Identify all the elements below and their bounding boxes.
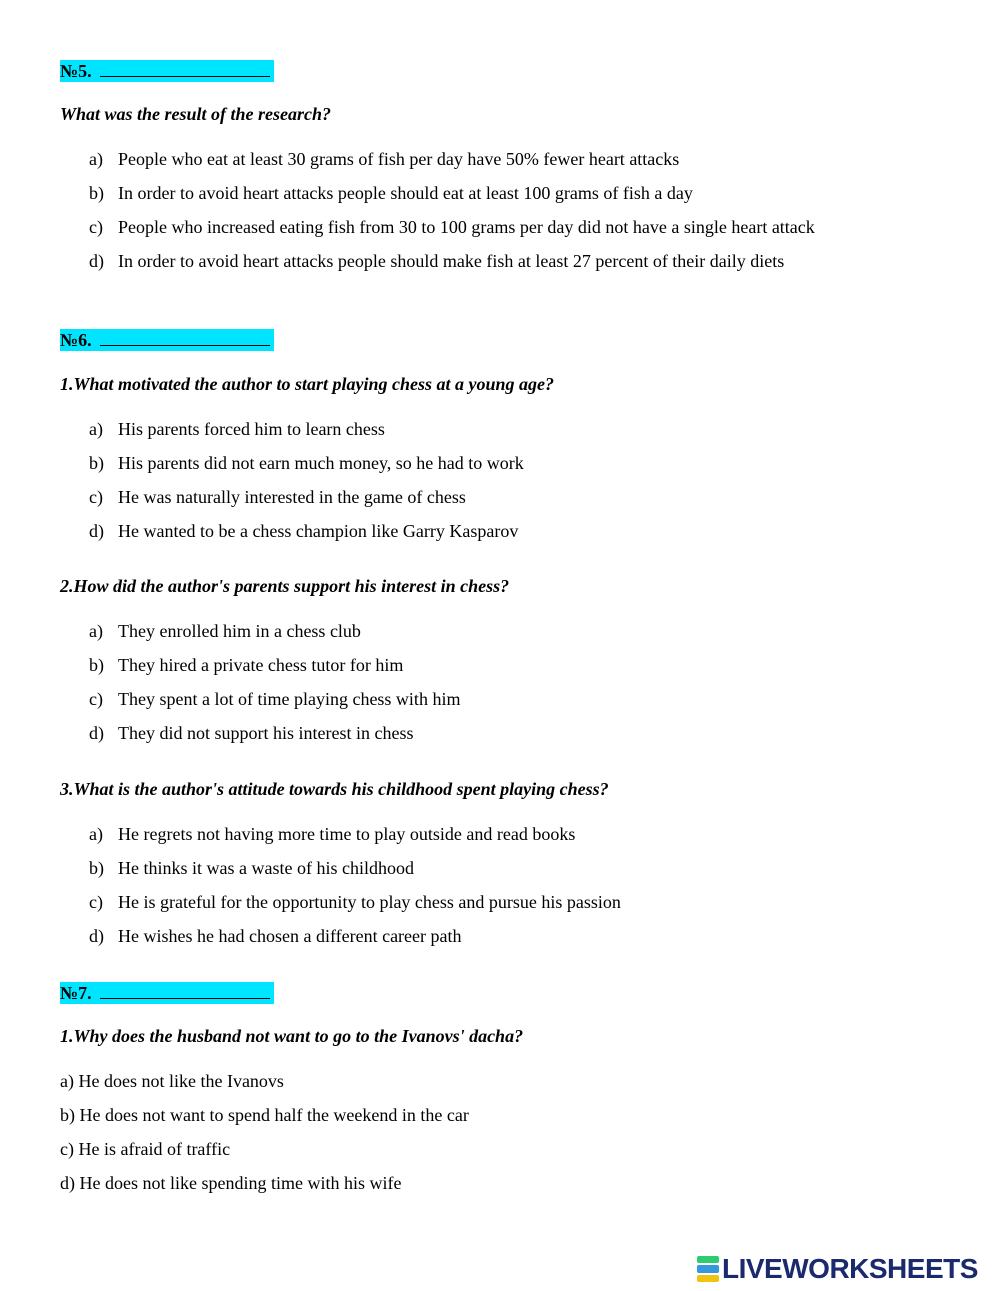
section-7-q1-option-d: d) He does not like spending time with his wife [60,1173,402,1193]
section-6-q3-option-d: d) He wishes he had chosen a different career path [89,926,462,946]
section-5-header [60,60,274,82]
section-6-q2-option-a: a) They enrolled him in a chess club [89,621,361,641]
logo-text: LIVEWORKSHEETS [722,1253,978,1284]
section-7-q1-option-a: a) He does not like the Ivanovs [60,1071,284,1091]
section-7-q1-option-c: c) He is afraid of traffic [60,1139,231,1159]
section-6-header [60,329,274,351]
section-6-question-1: 1.What motivated the author to start playing chess at a young age? [60,374,555,394]
section-6-q2-option-d: d) They did not support his interest in chess [89,723,414,743]
section-5-q1-option-a: a) People who eat at least 30 grams of fish per day have 50% fewer heart attacks [89,149,680,169]
liveworksheets-logo-icon [697,1256,719,1282]
section-6-q3-option-c: c) He is grateful for the opportunity to play chess and pursue his passion [89,892,621,912]
section-7-answer-blank[interactable] [100,982,270,999]
logo-icon-block-3 [697,1275,719,1282]
section-6-q1-option-a: a) His parents forced him to learn chess [89,419,385,439]
section-7-label: №7. [60,983,92,1003]
section-6-q1-option-b: b) His parents did not earn much money, so he had to work [89,453,524,473]
section-6-question-2: 2.How did the author's parents support his interest in chess? [60,576,510,596]
section-5-label: №5. [60,61,92,81]
section-6-q2-option-b: b) They hired a private chess tutor for him [89,655,404,675]
section-6-question-3: 3.What is the author's attitude towards his childhood spent playing chess? [60,779,609,799]
section-6-answer-blank[interactable] [100,329,270,346]
section-5-question-1: What was the result of the research? [60,104,332,124]
section-7-header [60,982,274,1004]
section-5-q1-option-d: d) In order to avoid heart attacks people should make fish at least 27 percent of their daily diets [89,251,785,271]
section-6-q2-option-c: c) They spent a lot of time playing chess with him [89,689,461,709]
section-6-label: №6. [60,330,92,350]
liveworksheets-logo [697,1254,978,1284]
section-7-question-1: 1.Why does the husband not want to go to the Ivanovs' dacha? [60,1026,524,1046]
section-5-answer-blank[interactable] [100,60,270,77]
section-7-q1-option-b: b) He does not want to spend half the weekend in the car [60,1105,469,1125]
logo-icon-block-1 [697,1256,719,1263]
section-5-q1-option-c: c) People who increased eating fish from 30 to 100 grams per day did not have a single heart attack [89,217,815,237]
logo-icon-block-2 [697,1265,719,1272]
section-6-q1-option-c: c) He was naturally interested in the game of chess [89,487,466,507]
section-5-q1-option-b: b) In order to avoid heart attacks people should eat at least 100 grams of fish a day [89,183,693,203]
section-6-q3-option-a: a) He regrets not having more time to play outside and read books [89,824,576,844]
section-6-q1-option-d: d) He wanted to be a chess champion like Garry Kasparov [89,521,519,541]
section-6-q3-option-b: b) He thinks it was a waste of his childhood [89,858,414,878]
